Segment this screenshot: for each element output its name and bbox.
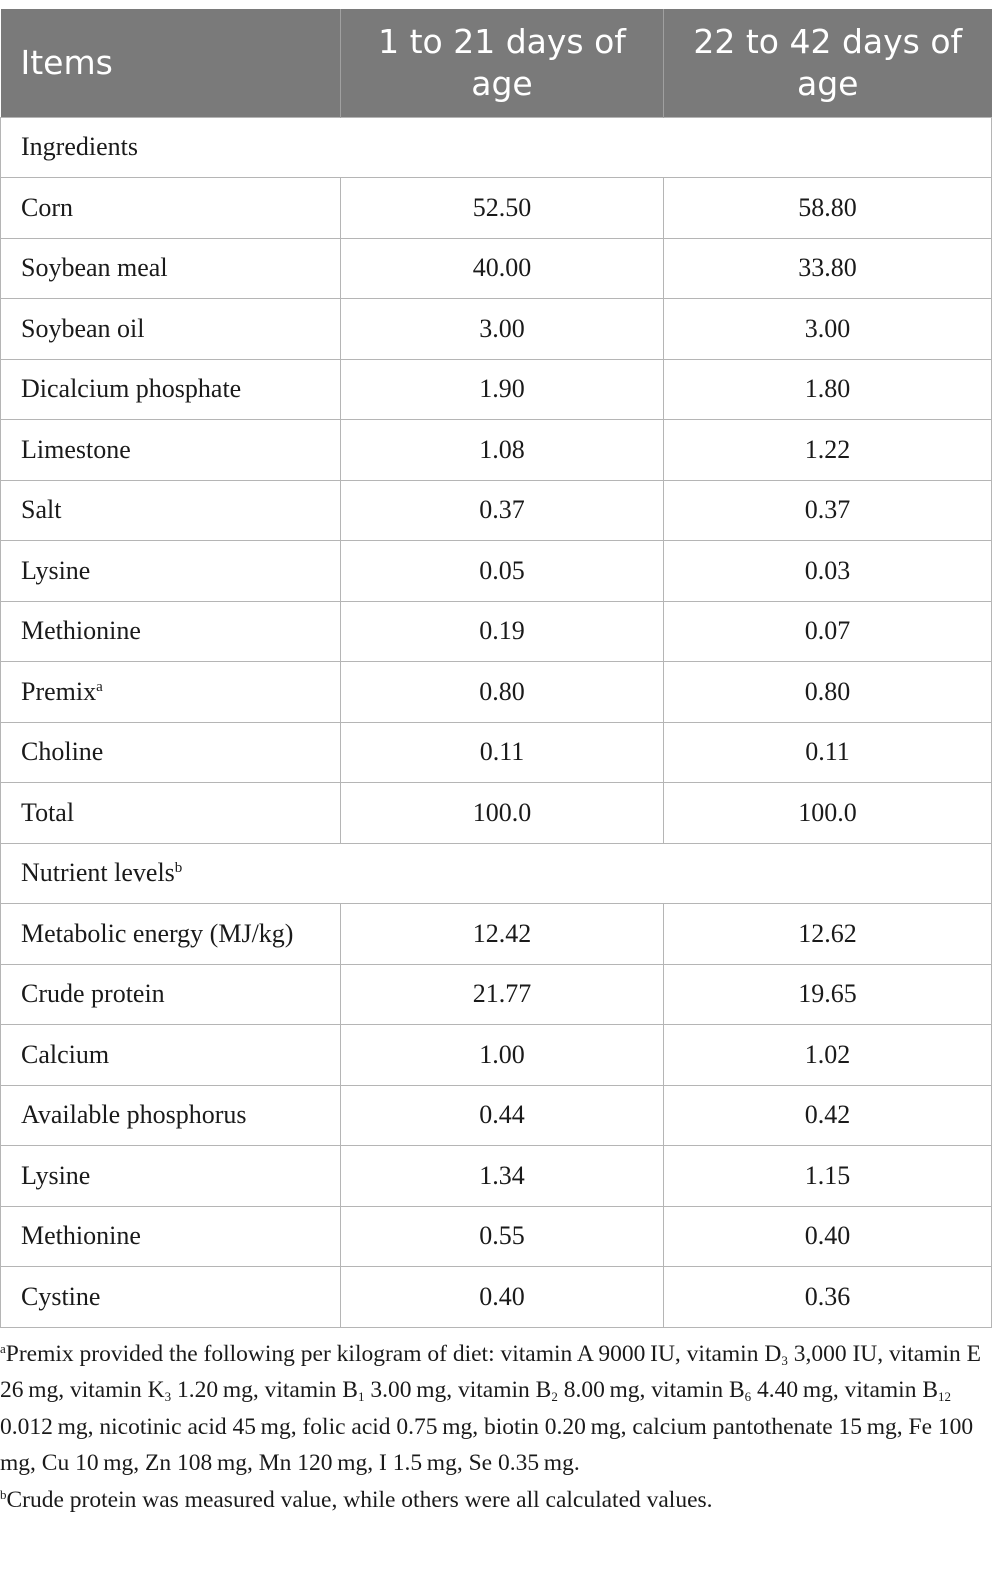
row-item: Metabolic energy (MJ/kg) — [1, 904, 341, 965]
footnote-a-text-2: 3,000 IU, vitamin E 26 mg, vitamin K — [0, 1340, 982, 1403]
table-row — [1, 1146, 992, 1207]
footnote-b-marker: b — [0, 1486, 7, 1502]
row-value-period-1: 0.05 — [341, 541, 664, 602]
table-row — [1, 480, 992, 541]
table-row — [1, 601, 992, 662]
row-value-period-1: 0.11 — [341, 722, 664, 783]
row-item: Soybean meal — [1, 238, 341, 299]
subscript: 1 — [357, 1389, 365, 1404]
row-item: Lysine — [1, 1146, 341, 1207]
table-row — [1, 722, 992, 783]
table-row — [1, 238, 992, 299]
row-value-period-1: 52.50 — [341, 178, 664, 239]
row-item: Premix — [21, 676, 97, 706]
row-value-period-1: 1.34 — [341, 1146, 664, 1207]
section-label-ingredients: Ingredients — [1, 117, 992, 178]
row-value-period-1: 0.80 — [341, 662, 664, 723]
row-value-period-2: 12.62 — [664, 904, 992, 965]
row-value-period-2: 100.0 — [664, 783, 992, 844]
section-row-ingredients — [1, 117, 992, 178]
row-value-period-1: 0.19 — [341, 601, 664, 662]
row-item: Cystine — [1, 1267, 341, 1328]
section-label-nutrients — [1, 843, 992, 904]
row-value-period-1: 3.00 — [341, 299, 664, 360]
row-value-period-2: 1.80 — [664, 359, 992, 420]
row-value-period-2: 0.40 — [664, 1206, 992, 1267]
footnote-a — [0, 1336, 995, 1482]
row-value-period-1: 0.55 — [341, 1206, 664, 1267]
row-item: Salt — [1, 480, 341, 541]
row-item-premix — [1, 662, 341, 723]
row-value-period-2: 0.80 — [664, 662, 992, 723]
table-row — [1, 1267, 992, 1328]
table-row — [1, 420, 992, 481]
row-value-period-1: 40.00 — [341, 238, 664, 299]
row-item: Corn — [1, 178, 341, 239]
row-value-period-1: 1.90 — [341, 359, 664, 420]
table-row — [1, 359, 992, 420]
row-item: Methionine — [1, 1206, 341, 1267]
footnote-a-text-4: 3.00 mg, vitamin B — [364, 1377, 552, 1403]
table-row — [1, 1085, 992, 1146]
row-item: Choline — [1, 722, 341, 783]
footnote-marker: a — [96, 678, 103, 695]
row-value-period-2: 19.65 — [664, 964, 992, 1025]
row-value-period-1: 100.0 — [341, 783, 664, 844]
row-value-period-1: 0.44 — [341, 1085, 664, 1146]
table-row — [1, 904, 992, 965]
section-label-text: Nutrient levels — [21, 858, 175, 888]
row-value-period-1: 1.08 — [341, 420, 664, 481]
footnote-b — [0, 1482, 995, 1519]
table-body — [1, 117, 992, 1327]
row-item: Crude protein — [1, 964, 341, 1025]
subscript: 3 — [781, 1352, 788, 1368]
row-item: Available phosphorus — [1, 1085, 341, 1146]
table-header-row — [1, 9, 992, 117]
footnote-a-marker: a — [0, 1340, 6, 1356]
footnote-b-text: Crude protein was measured value, while others were all calculated values. — [6, 1486, 713, 1513]
table-footnotes — [0, 1336, 995, 1519]
row-value-period-2: 0.36 — [664, 1267, 992, 1328]
row-value-period-2: 0.03 — [664, 541, 992, 602]
row-item: Limestone — [1, 420, 341, 481]
footnote-marker: b — [174, 860, 183, 877]
row-item: Total — [1, 783, 341, 844]
table-row — [1, 1025, 992, 1086]
subscript: 12 — [938, 1389, 952, 1404]
row-value-period-1: 0.37 — [341, 480, 664, 541]
table-row — [1, 783, 992, 844]
row-value-period-1: 0.40 — [341, 1267, 664, 1328]
row-value-period-1: 12.42 — [341, 904, 664, 965]
row-value-period-2: 3.00 — [664, 299, 992, 360]
row-item: Dicalcium phosphate — [1, 359, 341, 420]
row-value-period-2: 1.22 — [664, 420, 992, 481]
row-item: Methionine — [1, 601, 341, 662]
table-row — [1, 662, 992, 723]
header-period-1: 1 to 21 days of age — [341, 9, 664, 117]
row-item: Soybean oil — [1, 299, 341, 360]
table-row — [1, 541, 992, 602]
row-item: Lysine — [1, 541, 341, 602]
footnote-a-text-7: 0.012 mg, nicotinic acid 45 mg, folic acid 0.75 mg, biotin 0.20 mg, calcium pantothenate 15 mg, Fe 100 mg, Cu 10 mg, Zn 108 mg, Mn 120 mg, I 1.5 mg, Se 0.35 mg. — [0, 1413, 978, 1476]
row-value-period-2: 0.07 — [664, 601, 992, 662]
footnote-a-text-3: 1.20 mg, vitamin B — [171, 1377, 358, 1403]
diet-composition-table-container — [0, 9, 991, 1518]
header-items: Items — [1, 9, 341, 117]
header-period-2: 22 to 42 days of age — [664, 9, 992, 117]
row-value-period-2: 1.15 — [664, 1146, 992, 1207]
table-row — [1, 299, 992, 360]
diet-composition-table — [0, 9, 992, 1328]
row-value-period-2: 0.11 — [664, 722, 992, 783]
section-row-nutrients — [1, 843, 992, 904]
row-item: Calcium — [1, 1025, 341, 1086]
table-row — [1, 1206, 992, 1267]
footnote-a-text-5: 8.00 mg, vitamin B — [557, 1377, 745, 1403]
row-value-period-2: 0.37 — [664, 480, 992, 541]
subscript: 3 — [164, 1389, 172, 1404]
subscript: 6 — [744, 1389, 752, 1404]
table-row — [1, 964, 992, 1025]
row-value-period-2: 33.80 — [664, 238, 992, 299]
row-value-period-2: 0.42 — [664, 1085, 992, 1146]
row-value-period-2: 58.80 — [664, 178, 992, 239]
row-value-period-1: 21.77 — [341, 964, 664, 1025]
footnote-a-text-1: Premix provided the following per kilogram of diet: vitamin A 9000 IU, vitamin D — [5, 1340, 782, 1367]
table-row — [1, 178, 992, 239]
subscript: 2 — [551, 1389, 558, 1404]
footnote-a-text-6: 4.40 mg, vitamin B — [751, 1377, 939, 1403]
row-value-period-2: 1.02 — [664, 1025, 992, 1086]
row-value-period-1: 1.00 — [341, 1025, 664, 1086]
